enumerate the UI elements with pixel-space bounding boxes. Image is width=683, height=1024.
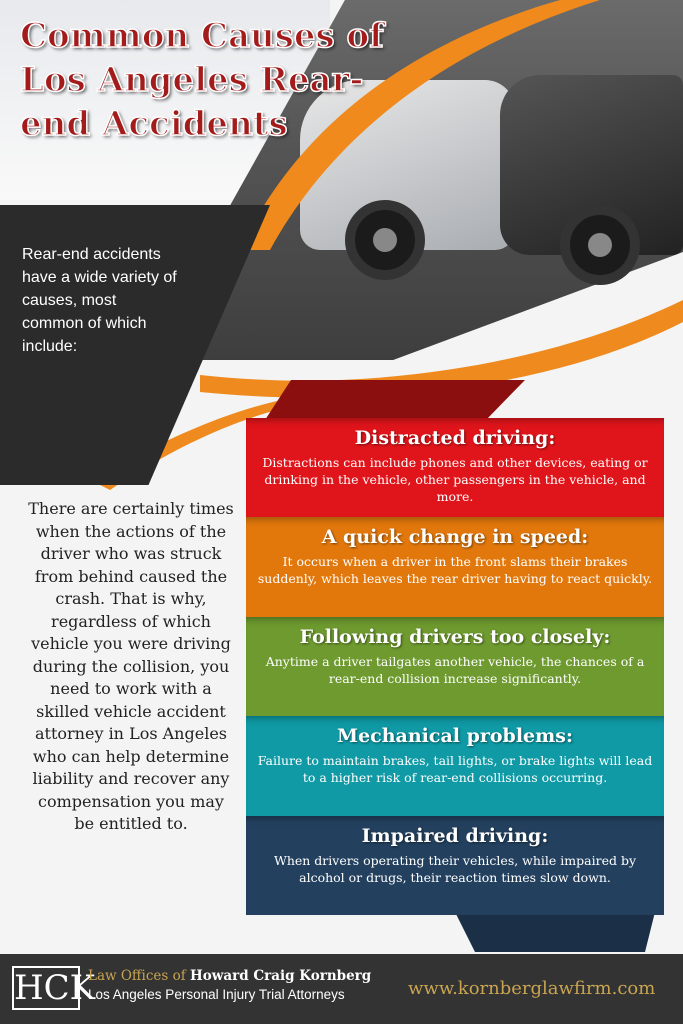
cause-text: It occurs when a driver in the front slams their brakes suddenly, which leaves the rear driver having to react quickly. <box>257 554 653 587</box>
cause-heading: Following drivers too closely: <box>299 625 611 648</box>
cause-card <box>246 517 664 616</box>
intro-text: Rear-end accidents have a wide variety of causes, most common of which include: <box>22 246 177 355</box>
ribbon-fold <box>265 380 525 420</box>
firm-logo: HCK <box>14 968 96 1008</box>
cause-heading: Distracted driving: <box>354 427 556 449</box>
body-text: There are certainly times when the actions of the driver who was struck from behind caused the crash. That is why, regardless of which vehicle you were driving during the collision, you need to work with a skilled vehicle accident attorney in Los Angeles who can help determine liability and recover any compensation you may be entitled to. <box>28 499 234 833</box>
footer <box>0 954 683 1024</box>
cause-text: Distractions can include phones and other devices, eating or drinking in the vehicle, other passengers in the vehicle, and more. <box>262 455 648 504</box>
firm-tagline: Los Angeles Personal Injury Trial Attorneys <box>88 987 345 1002</box>
cause-text: Failure to maintain brakes, tail lights, or brake lights will lead to a higher risk of rear-end collisions occurring. <box>257 753 653 786</box>
cause-heading: A quick change in speed: <box>321 526 589 549</box>
ribbon-fold <box>455 912 655 952</box>
cause-card <box>246 418 664 517</box>
causes-list <box>246 418 664 915</box>
firm-name-bold: Howard Craig Kornberg <box>190 968 372 984</box>
firm-name <box>88 968 371 984</box>
website-link[interactable]: www.kornberglawfirm.com <box>408 978 656 999</box>
law-offices-label: Law Offices of <box>88 968 186 984</box>
page-title: Common Causes of Los Angeles Rear-end Accidents <box>20 16 384 144</box>
cause-card <box>246 816 664 915</box>
cause-heading: Mechanical problems: <box>337 725 573 748</box>
cause-card <box>246 617 664 716</box>
cause-text: Anytime a driver tailgates another vehicle, the chances of a rear-end collision increase significantly. <box>265 653 645 686</box>
cause-heading: Impaired driving: <box>361 824 549 847</box>
cause-text: When drivers operating their vehicles, while impaired by alcohol or drugs, their reaction times slow down. <box>273 852 637 885</box>
cause-card <box>246 716 664 815</box>
